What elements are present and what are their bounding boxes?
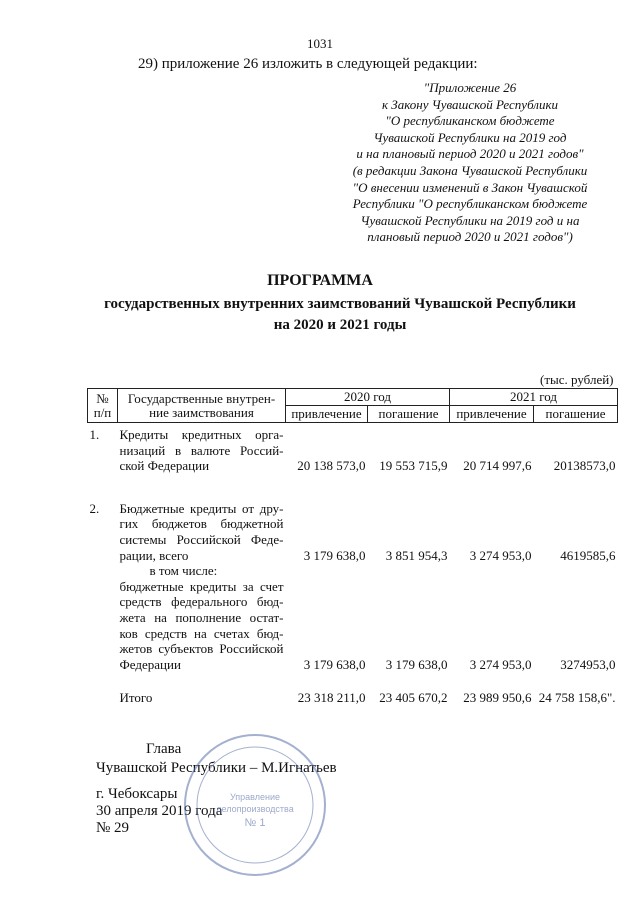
table-row: [88, 501, 618, 563]
row-description: Бюджетные кредиты от дру-гих бюджетов бюджетной системы Российской Феде-рации, всего: [119, 500, 284, 563]
signatory-position: Глава: [146, 741, 182, 757]
table-row: [88, 423, 618, 474]
total-label: Итого: [119, 690, 153, 706]
row-description: Кредиты кредитных орга-низаций в валюте Россий-ской Федерации: [119, 427, 284, 474]
appendix-line: к Закону Чувашской Республики: [381, 96, 559, 112]
value-repay-2021: 3274953,0: [560, 656, 616, 672]
table-row: [88, 563, 618, 672]
total-attract-2021: 23 989 950,6: [463, 690, 532, 706]
stamp-text: № 1: [244, 817, 266, 829]
appendix-line: Чувашской Республики на 2019 год и на: [360, 212, 580, 228]
total-repay-2021: 24 758 158,6".: [538, 690, 616, 706]
appendix-line: плановый период 2020 и 2021 годов"): [367, 229, 573, 245]
official-stamp: [180, 730, 330, 880]
units-label: (тыс. рублей): [540, 372, 614, 387]
subtitle-line: государственных внутренних заимствований Чувашской Республики: [104, 296, 576, 312]
value-repay-2020: 19 553 715,9: [379, 458, 448, 474]
value-attract-2020: 3 179 638,0: [303, 656, 366, 672]
header-num: № п/п: [88, 389, 118, 423]
page-number: 1031: [307, 36, 333, 51]
row-number: 2.: [89, 500, 100, 516]
header-attract-2021: привлечение: [450, 406, 534, 423]
intro-line: 29) приложение 26 изложить в следующей редакции:: [138, 56, 478, 72]
appendix-line: Республики "О республиканском бюджете: [352, 196, 588, 212]
borrowing-program-table: [87, 388, 618, 706]
value-repay-2021: 20138573,0: [553, 458, 616, 474]
header-attract-2020: привлечение: [286, 406, 368, 423]
total-attract-2020: 23 318 211,0: [297, 690, 366, 706]
city: г. Чебоксары: [96, 786, 178, 802]
header-year-2021: 2021 год: [450, 389, 618, 406]
document-title: ПРОГРАММА: [267, 272, 373, 289]
total-repay-2020: 23 405 670,2: [379, 690, 448, 706]
appendix-line: "О республиканском бюджете: [385, 113, 555, 129]
law-number: № 29: [96, 820, 130, 836]
signatory-region: Чувашской Республики: [96, 760, 247, 776]
row-description: бюджетные кредиты за счет средств федерального бюд-жета на пополнение остат-ков средств на счетах бюд-жетов субъектов Российской Федерации: [119, 578, 284, 672]
document-subtitle: [40, 294, 640, 336]
value-attract-2021: 3 274 953,0: [469, 656, 532, 672]
table-total-row: [88, 690, 618, 706]
value-repay-2020: 3 851 954,3: [385, 547, 448, 563]
date: 30 апреля 2019 года: [96, 803, 223, 819]
value-repay-2021: 4619585,6: [560, 547, 616, 563]
appendix-header: [320, 80, 620, 246]
value-attract-2020: 3 179 638,0: [303, 547, 366, 563]
header-repay-2021: погашение: [534, 406, 618, 423]
subitem-label: в том числе:: [149, 563, 218, 579]
value-attract-2021: 3 274 953,0: [469, 547, 532, 563]
header-name: Государственные внутрен-ние заимствования: [118, 389, 286, 423]
header-repay-2020: погашение: [368, 406, 450, 423]
appendix-line: Чувашской Республики на 2019 год: [373, 129, 567, 145]
appendix-line: "О внесении изменений в Закон Чувашской: [352, 179, 588, 195]
appendix-line: и на плановый период 2020 и 2021 годов": [356, 146, 584, 162]
stamp-text: Управление: [229, 792, 281, 802]
appendix-line: "Приложение 26: [423, 80, 517, 95]
stamp-text: делопроизводства: [216, 804, 294, 814]
appendix-line: (в редакции Закона Чувашской Республики: [352, 162, 588, 178]
row-number: 1.: [89, 427, 100, 442]
subtitle-line: на 2020 и 2021 годы: [273, 317, 407, 333]
header-year-2020: 2020 год: [286, 389, 450, 406]
value-attract-2021: 20 714 997,6: [463, 458, 532, 474]
value-attract-2020: 20 138 573,0: [297, 458, 366, 474]
signature-block: Глава Чувашской Республики – М.Игнатьев: [96, 741, 337, 776]
value-repay-2020: 3 179 638,0: [385, 656, 448, 672]
signatory-name: М.Игнатьев: [261, 760, 337, 776]
